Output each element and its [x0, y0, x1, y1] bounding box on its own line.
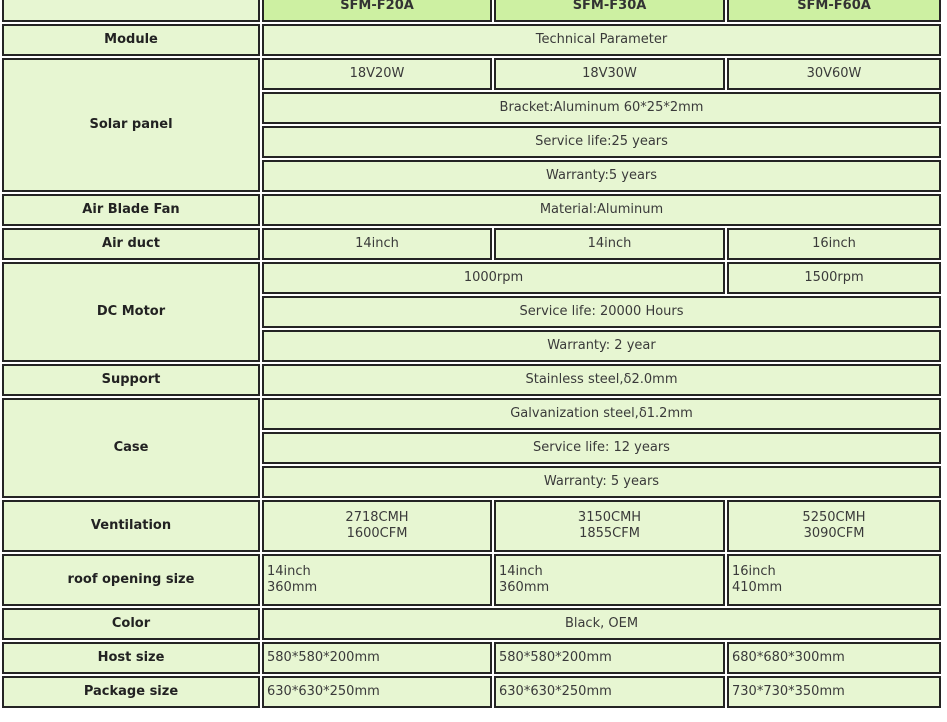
roof-opening-value-3	[727, 554, 941, 606]
row-color	[2, 608, 941, 640]
ventilation-value-2-cmh: 3150CMH	[577, 510, 642, 525]
package-size-value-3: 730*730*350mm	[727, 676, 941, 708]
air-duct-value-3: 16inch	[727, 228, 941, 260]
solar-panel-bracket: Bracket:Aluminum 60*25*2mm	[262, 92, 941, 124]
module-label: Module	[2, 24, 260, 56]
color-label: Color	[2, 608, 260, 640]
row-ventilation	[2, 500, 941, 552]
dc-motor-label: DC Motor	[2, 262, 260, 362]
roof-opening-value-3-mm: 410mm	[732, 580, 783, 595]
support-label: Support	[2, 364, 260, 396]
row-case-material	[2, 398, 941, 430]
air-duct-value-2: 14inch	[494, 228, 725, 260]
solar-panel-power-3: 30V60W	[727, 58, 941, 90]
roof-opening-value-2-mm: 360mm	[499, 580, 550, 595]
roof-opening-value-2-inch: 14inch	[499, 564, 543, 579]
row-solar-panel-power	[2, 58, 941, 90]
solar-panel-power-1: 18V20W	[262, 58, 492, 90]
package-size-label: Package size	[2, 676, 260, 708]
ventilation-value-1	[262, 500, 492, 552]
host-size-value-2: 580*580*200mm	[494, 642, 725, 674]
dc-motor-warranty: Warranty: 2 year	[262, 330, 941, 362]
case-label: Case	[2, 398, 260, 498]
case-material: Galvanization steel,δ1.2mm	[262, 398, 941, 430]
package-size-value-1: 630*630*250mm	[262, 676, 492, 708]
solar-panel-warranty: Warranty:5 years	[262, 160, 941, 192]
ventilation-value-2-cfm: 1855CFM	[579, 526, 640, 541]
roof-opening-value-1-mm: 360mm	[267, 580, 318, 595]
ventilation-value-2	[494, 500, 725, 552]
ventilation-value-3-cmh: 5250CMH	[802, 510, 866, 525]
ventilation-label: Ventilation	[2, 500, 260, 552]
row-air-duct	[2, 228, 941, 260]
host-size-value-1: 580*580*200mm	[262, 642, 492, 674]
ventilation-value-3	[727, 500, 941, 552]
dc-motor-rpm-high: 1500rpm	[727, 262, 941, 294]
package-size-value-2: 630*630*250mm	[494, 676, 725, 708]
row-host-size	[2, 642, 941, 674]
host-size-label: Host size	[2, 642, 260, 674]
module-value: Technical Parameter	[262, 24, 941, 56]
model-header-sfm-f60a: SFM-F60A	[727, 0, 941, 22]
air-duct-value-1: 14inch	[262, 228, 492, 260]
row-roof-opening-size	[2, 554, 941, 606]
solar-panel-label: Solar panel	[2, 58, 260, 192]
row-dc-motor-rpm	[2, 262, 941, 294]
ventilation-value-1-cfm: 1600CFM	[346, 526, 408, 541]
roof-opening-value-1-inch: 14inch	[267, 564, 311, 579]
dc-motor-rpm-low: 1000rpm	[262, 262, 725, 294]
row-air-blade-fan	[2, 194, 941, 226]
roof-opening-value-2	[494, 554, 725, 606]
ventilation-value-1-cmh: 2718CMH	[345, 510, 409, 525]
header-corner-cell	[2, 0, 260, 22]
roof-opening-value-3-inch: 16inch	[732, 564, 776, 579]
ventilation-value-3-cfm: 3090CFM	[803, 526, 865, 541]
case-service-life: Service life: 12 years	[262, 432, 941, 464]
support-value: Stainless steel,δ2.0mm	[262, 364, 941, 396]
air-blade-fan-label: Air Blade Fan	[2, 194, 260, 226]
case-warranty: Warranty: 5 years	[262, 466, 941, 498]
host-size-value-3: 680*680*300mm	[727, 642, 941, 674]
air-duct-label: Air duct	[2, 228, 260, 260]
dc-motor-service-life: Service life: 20000 Hours	[262, 296, 941, 328]
roof-opening-size-label: roof opening size	[2, 554, 260, 606]
solar-panel-service-life: Service life:25 years	[262, 126, 941, 158]
row-model-header	[2, 0, 941, 22]
row-module	[2, 24, 941, 56]
roof-opening-value-1	[262, 554, 492, 606]
row-support	[2, 364, 941, 396]
row-package-size	[2, 676, 941, 708]
color-value: Black, OEM	[262, 608, 941, 640]
model-header-sfm-f30a: SFM-F30A	[494, 0, 725, 22]
model-header-sfm-f20a: SFM-F20A	[262, 0, 492, 22]
air-blade-fan-material: Material:Aluminum	[262, 194, 941, 226]
solar-panel-power-2: 18V30W	[494, 58, 725, 90]
